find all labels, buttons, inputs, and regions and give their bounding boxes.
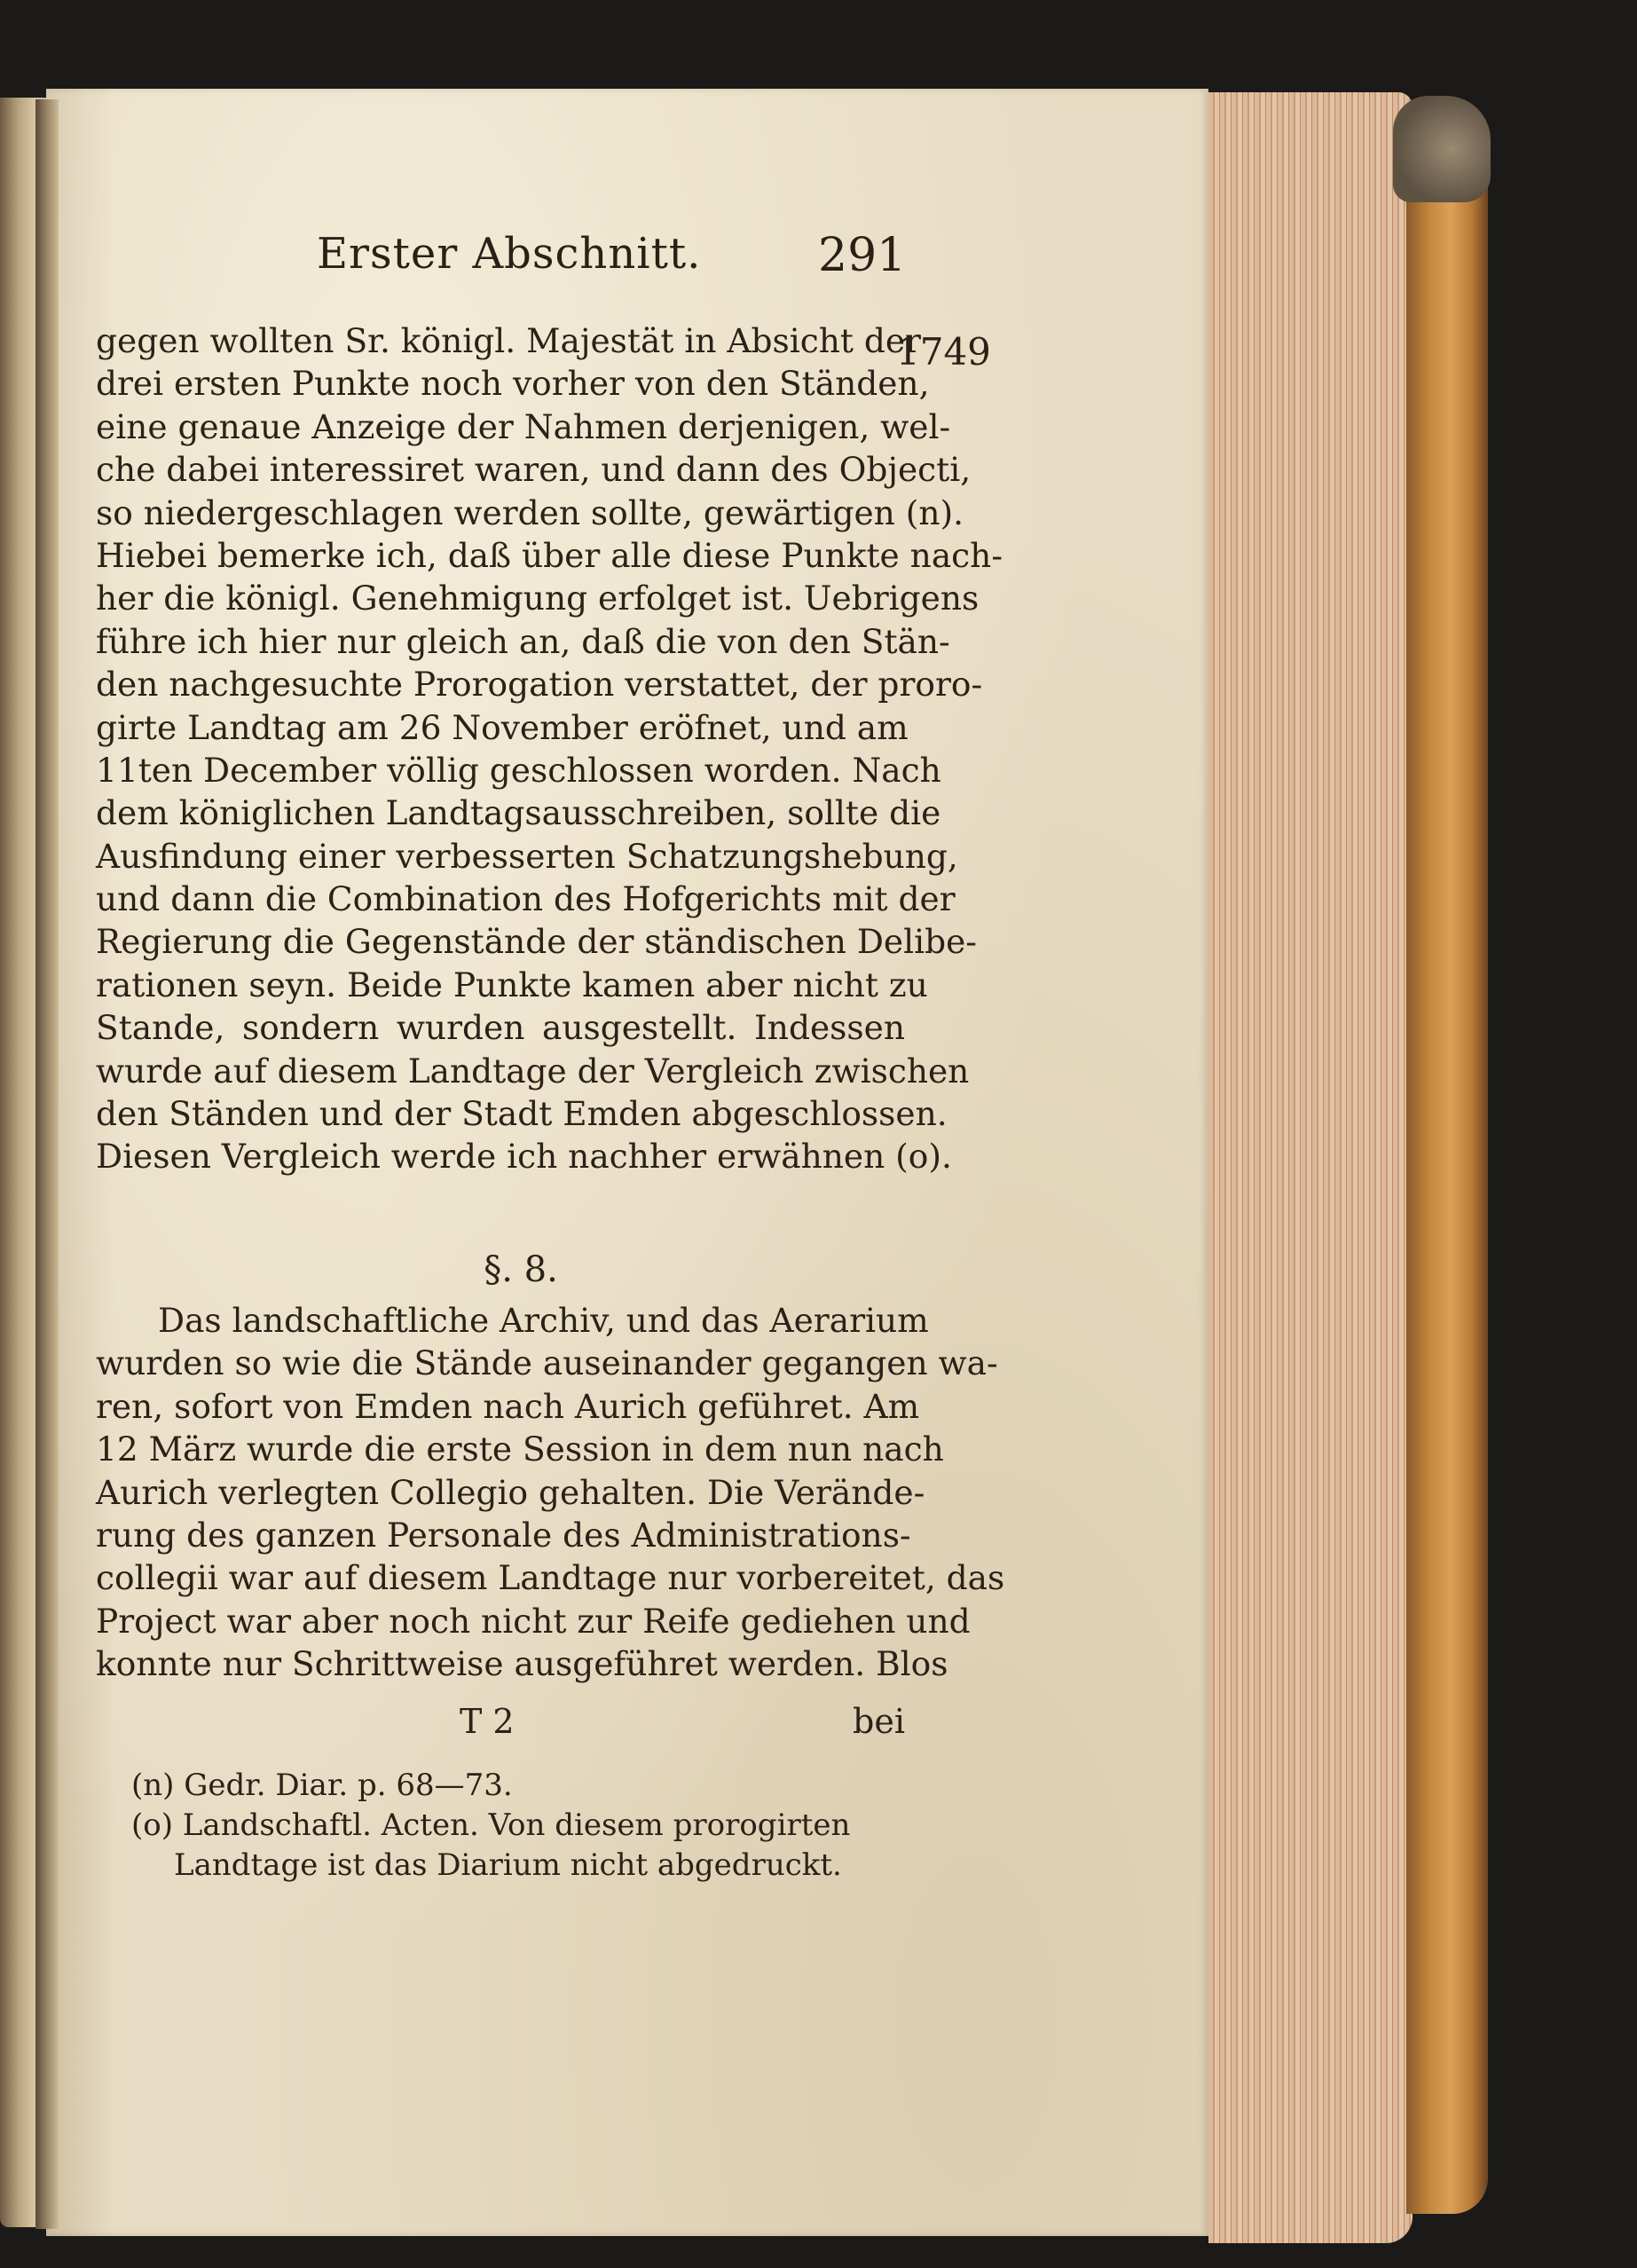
footnote-n: (n) Gedr. Diar. p. 68—73.	[131, 1768, 513, 1803]
text-line: Ausfindung einer verbesserten Schatzungshebung,	[96, 836, 958, 876]
text-line: Hiebei bemerke ich, daß über alle diese Punkte nach-	[96, 535, 1003, 575]
text-line: rung des ganzen Personale des Administrations-	[96, 1515, 911, 1555]
section-heading	[46, 1249, 1208, 1290]
section-heading-text: §. 8.	[484, 1249, 558, 1290]
text-line: eine genaue Anzeige der Nahmen derjenigen, wel-	[96, 406, 951, 446]
text-line: collegii war auf diesem Landtage nur vorbereitet, das	[96, 1558, 1005, 1598]
footnotes	[131, 1766, 905, 1886]
text-line: wurden so wie die Stände auseinander gegangen wa-	[96, 1343, 998, 1383]
text-line: her die königl. Genehmigung erfolget ist. Uebrigens	[96, 579, 980, 618]
text-line: che dabei interessiret waren, und dann des Objecti,	[96, 450, 972, 490]
text-line: gegen wollten Sr. königl. Majestät in Absicht der	[96, 321, 921, 360]
text-line: Stande, sondern wurden ausgestellt. Indessen	[96, 1008, 905, 1048]
text-line: Regierung die Gegenstände der ständischen Delibe-	[96, 922, 977, 962]
paragraph-2	[96, 1299, 1005, 1686]
margin-note-year: 1749	[896, 330, 991, 374]
book-cover-edge	[1406, 106, 1488, 2214]
text-line: konnte nur Schrittweise ausgeführet werden. Blos	[96, 1644, 948, 1684]
text-line: 11ten December völlig geschlossen worden. Nach	[96, 750, 941, 790]
page-number: 291	[818, 229, 907, 282]
cover-corner	[1393, 96, 1491, 202]
text-line: Das landschaftliche Archiv, und das Aerarium	[158, 1301, 929, 1340]
text-line: rationen seyn. Beide Punkte kamen aber nicht zu	[96, 965, 928, 1004]
text-line: und dann die Combination des Hofgerichts mit der	[96, 879, 956, 919]
signature-mark: T 2	[460, 1702, 515, 1741]
running-title: Erster Abschnitt.	[317, 229, 702, 279]
footnote-o-continued: Landtage ist das Diarium nicht abgedruckt.	[174, 1847, 842, 1883]
text-line: Project war aber noch nicht zur Reife gediehen und	[96, 1601, 971, 1641]
text-line: führe ich hier nur gleich an, daß die von den Stän-	[96, 621, 950, 661]
catchword: bei	[853, 1702, 905, 1741]
text-line: drei ersten Punkte noch vorher von den Ständen,	[96, 364, 930, 404]
text-line: Aurich verlegten Collegio gehalten. Die Verände-	[96, 1472, 925, 1512]
page-gutter	[35, 99, 59, 2229]
text-line: dem königlichen Landtagsausschreiben, sollte die	[96, 793, 941, 833]
text-line: 12 März wurde die erste Session in dem nun nach	[96, 1429, 944, 1469]
page-header	[46, 229, 1208, 300]
text-line: den nachgesuchte Prorogation verstattet, der proro-	[96, 665, 983, 705]
text-line: wurde auf diesem Landtage der Vergleich zwischen	[96, 1051, 970, 1091]
text-line: ren, sofort von Emden nach Aurich geführet. Am	[96, 1386, 920, 1426]
signature-line	[96, 1702, 905, 1744]
book-fore-edge	[1208, 92, 1413, 2243]
text-line: girte Landtag am 26 November eröfnet, und am	[96, 707, 909, 747]
footnote-o: (o) Landschaftl. Acten. Von diesem prorogirten	[131, 1807, 851, 1843]
text-line: so niedergeschlagen werden sollte, gewärtigen (n).	[96, 492, 964, 532]
text-line: den Ständen und der Stadt Emden abgeschlossen.	[96, 1094, 948, 1134]
text-line: Diesen Vergleich werde ich nachher erwähnen (o).	[96, 1137, 952, 1177]
